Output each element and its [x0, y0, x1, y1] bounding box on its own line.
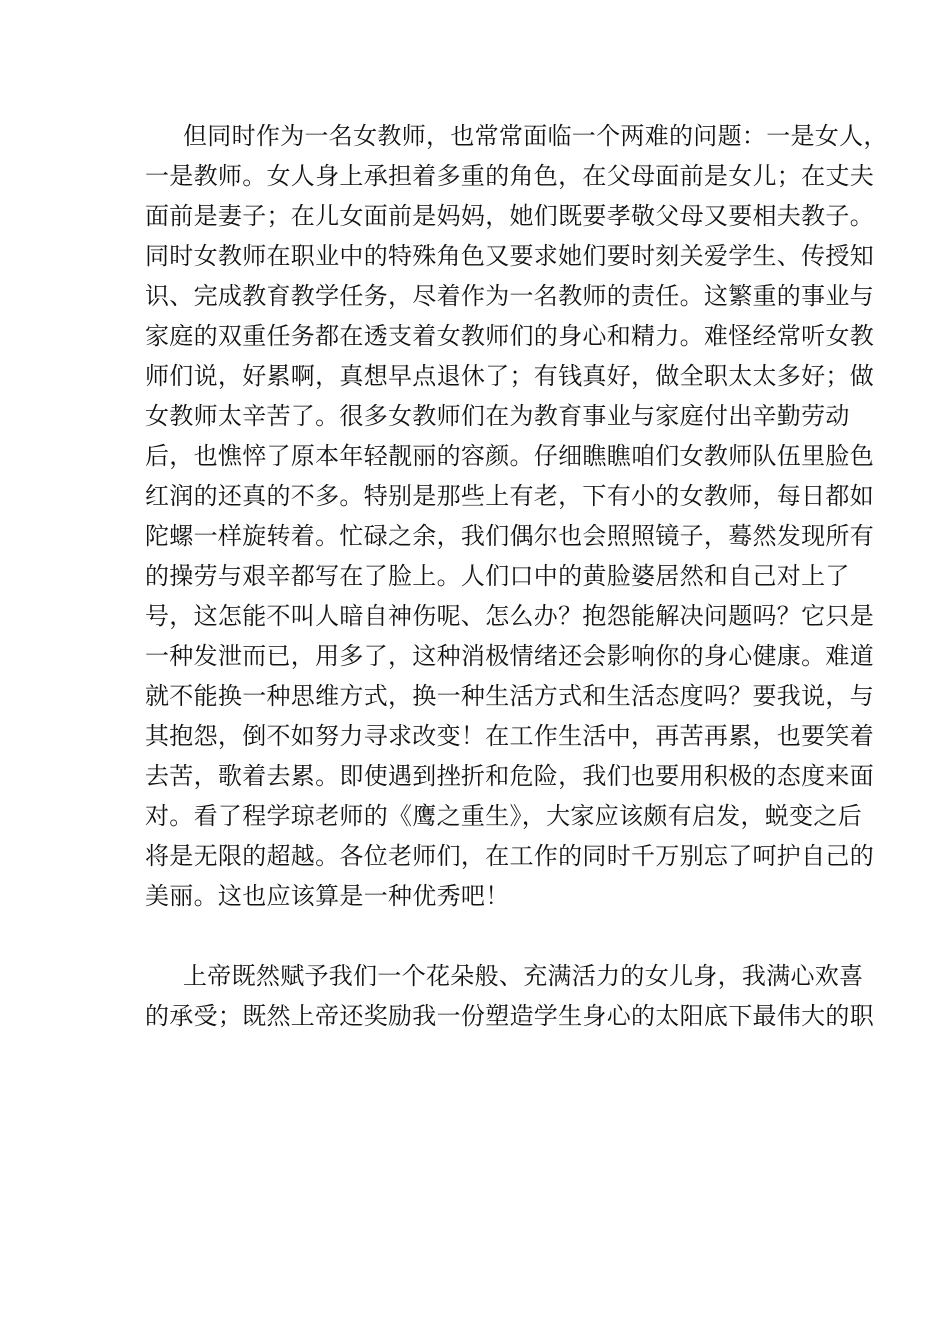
text-line: 女教师太辛苦了。很多女教师们在为教育事业与家庭付出辛勤劳动: [145, 402, 850, 430]
text-line: 的承受；既然上帝还奖励我一份塑造学生身心的太阳底下最伟大的职: [145, 1002, 874, 1030]
text-line: 对。看了程学琼老师的《鹰之重生》，大家应该颇有启发，蜕变之后: [145, 802, 862, 830]
text-line: 陀螺一样旋转着。忙碌之余，我们偶尔也会照照镜子，蓦然发现所有: [145, 522, 874, 550]
text-line: 其抱怨，倒不如努力寻求改变！在工作生活中，再苦再累，也要笑着: [145, 722, 874, 750]
text-line: 红润的还真的不多。特别是那些上有老，下有小的女教师，每日都如: [145, 482, 874, 510]
text-line: 面前是妻子；在儿女面前是妈妈，她们既要孝敬父母又要相夫教子。: [145, 202, 874, 230]
text-line: 后，也憔悴了原本年轻靓丽的容颜。仔细瞧瞧咱们女教师队伍里脸色: [145, 442, 874, 470]
paragraph-spacer: [145, 916, 815, 956]
text-line: 就不能换一种思维方式，换一种生活方式和生活态度吗？要我说，与: [145, 682, 874, 710]
text-line: 将是无限的超越。各位老师们，在工作的同时千万别忘了呵护自己的: [145, 842, 874, 870]
text-line: 一种发泄而已，用多了，这种消极情绪还会影响你的身心健康。难道: [145, 642, 874, 670]
document-page: [145, 116, 888, 1036]
text-line: 号，这怎能不叫人暗自神伤呢、怎么办？抱怨能解决问题吗？它只是: [145, 602, 874, 630]
text-line: 但同时作为一名女教师，也常常面临一个两难的问题：一是女人，: [183, 122, 888, 150]
text-line: 同时女教师在职业中的特殊角色又要求她们要时刻关爱学生、传授知: [145, 242, 874, 270]
text-line: 去苦，歌着去累。即使遇到挫折和危险，我们也要用积极的态度来面: [145, 762, 874, 790]
text-line: 识、完成教育教学任务，尽着作为一名教师的责任。这繁重的事业与: [145, 282, 874, 310]
text-line: 一是教师。女人身上承担着多重的角色，在父母面前是女儿；在丈夫: [145, 162, 874, 190]
text-line: 的操劳与艰辛都写在了脸上。人们口中的黄脸婆居然和自己对上了: [145, 562, 850, 590]
text-line: 上帝既然赋予我们一个花朵般、充满活力的女儿身，我满心欢喜: [183, 962, 864, 990]
paragraph: [145, 956, 874, 1036]
text-line: 美丽。这也应该算是一种优秀吧！: [145, 882, 510, 910]
paragraph: [145, 116, 888, 916]
text-line: 师们说，好累啊，真想早点退休了；有钱真好，做全职太太多好；做: [145, 362, 874, 390]
text-line: 家庭的双重任务都在透支着女教师们的身心和精力。难怪经常听女教: [145, 322, 874, 350]
